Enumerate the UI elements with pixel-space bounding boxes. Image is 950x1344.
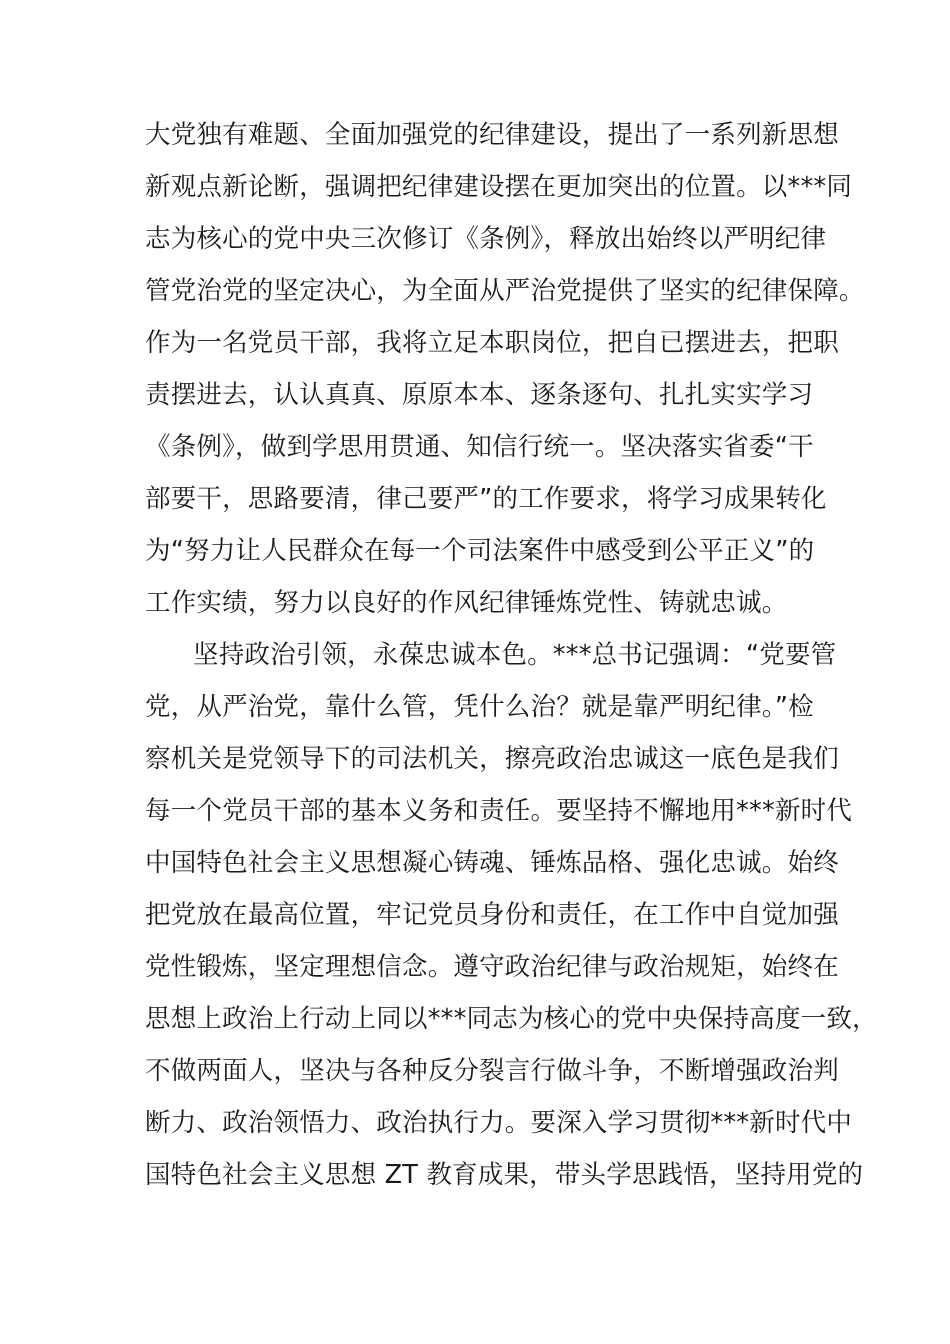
text-line: 断力、政治领悟力、政治执行力。要深入学习贯彻***新时代中: [145, 1108, 853, 1138]
text-line: 大党独有难题、全面加强党的纪律建设，提出了一系列新思想: [145, 120, 839, 150]
text-line: 作为一名党员干部，我将立足本职岗位，把自已摆进去，把职: [145, 328, 839, 358]
text-line: 为“努力让人民群众在每一个司法案件中感受到公平正义”的: [145, 536, 815, 566]
paragraph-first-line: 坚持政治引领，永葆忠诚本色。***总书记强调：“党要管: [193, 640, 837, 670]
text-line: 工作实绩，努力以良好的作风纪律锤炼党性、铸就忠诚。: [145, 588, 788, 618]
text-line: 中国特色社会主义思想凝心铸魂、锤炼品格、强化忠诚。始终: [145, 848, 839, 878]
text-line: 部要干，思路要清，律己要严”的工作要求，将学习成果转化: [145, 484, 827, 514]
text-line: 党性锻炼，坚定理想信念。遵守政治纪律与政治规矩，始终在: [145, 952, 839, 982]
text-line: 责摆进去，认认真真、原原本本、逐条逐句、扎扎实实学习: [145, 380, 814, 410]
text-line: 党，从严治党，靠什么管，凭什么治？就是靠严明纪律。”检: [145, 692, 814, 722]
text-line: 不做两面人，坚决与各种反分裂言行做斗争，不断增强政治判: [145, 1056, 839, 1086]
text-line: 国特色社会主义思想 ZT 教育成果，带头学思践悟，坚持用党的: [145, 1160, 864, 1190]
text-line: 思想上政治上行动上同以***同志为核心的党中央保持高度一致，: [145, 1004, 878, 1034]
text-line: 察机关是党领导下的司法机关，擦亮政治忠诚这一底色是我们: [145, 744, 839, 774]
text-line: 志为核心的党中央三次修订《条例》，释放出始终以严明纪律: [145, 224, 827, 254]
text-line: 新观点新论断，强调把纪律建设摆在更加突出的位置。以***同: [145, 172, 853, 202]
text-line: 管党治党的坚定决心，为全面从严治党提供了坚实的纪律保障。: [145, 276, 865, 306]
text-line: 把党放在最高位置，牢记党员身份和责任，在工作中自觉加强: [145, 900, 839, 930]
text-line: 《条例》，做到学思用贯通、知信行统一。坚决落实省委“干: [145, 432, 814, 462]
text-line: 每一个党员干部的基本义务和责任。要坚持不懈地用***新时代: [145, 796, 853, 826]
